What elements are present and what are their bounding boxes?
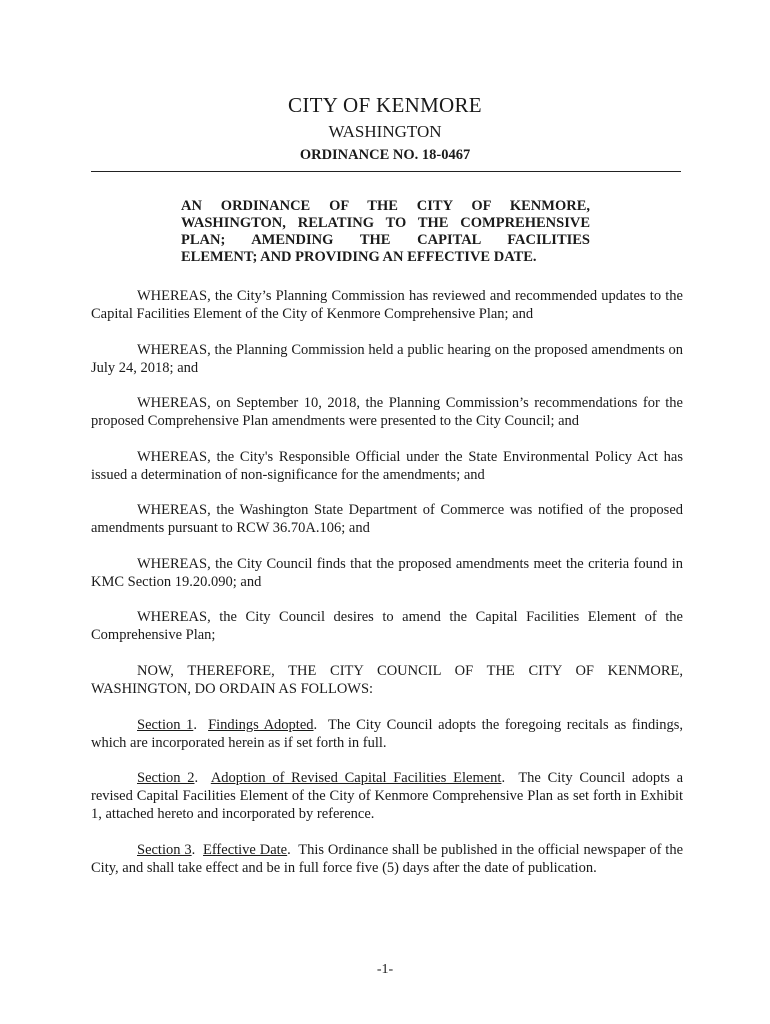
section-3-heading: Effective Date (203, 842, 288, 858)
title-line: AN ORDINANCE OF THE CITY OF KENMORE, (181, 198, 590, 214)
section-1-heading: Findings Adopted (208, 717, 314, 733)
section-3-text: This Ordinance shall be published in the official newspaper of the City, and shall take effect and be in full force five (5) days after the date of publication. (91, 842, 684, 876)
title-line: WASHINGTON, RELATING TO THE COMPREHENSIVE (181, 215, 590, 231)
ordinance-number: ORDINANCE NO. 18-0467 (299, 147, 471, 163)
title-line: ELEMENT; AND PROVIDING AN EFFECTIVE DATE. (181, 249, 537, 265)
header-divider (91, 171, 681, 172)
page-number: -1- (376, 962, 394, 977)
section-2-text: The City Council adopts a revised Capital Facilities Element of the City of Kenmore Comprehensive Plan as set forth in Exhibit 1, attached hereto and incorporated by reference. (91, 770, 684, 822)
whereas-clause-7: WHEREAS, the City Council desires to amend the Capital Facilities Element of the Comprehensive Plan; (91, 609, 683, 643)
section-3: Section 3. Effective Date. This Ordinance shall be published in the official newspaper of the City, and shall take effect and be in full force five (5) days after the date of publication. (91, 842, 684, 876)
section-3-label: Section 3 (137, 842, 192, 858)
whereas-clause-6: WHEREAS, the City Council finds that the proposed amendments meet the criteria found in KMC Section 19.20.090; and (91, 556, 683, 590)
section-1-text: The City Council adopts the foregoing recitals as findings, which are incorporated herein as if set forth in full. (91, 717, 683, 751)
section-2-heading: Adoption of Revised Capital Facilities Element (210, 770, 502, 786)
whereas-clause-2: WHEREAS, the Planning Commission held a public hearing on the proposed amendments on July 24, 2018; and (91, 342, 683, 376)
section-1-label: Section 1 (137, 717, 194, 733)
whereas-clause-1: WHEREAS, the City’s Planning Commission has reviewed and recommended updates to the Capital Facilities Element of the City of Kenmore Comprehensive Plan; and (91, 288, 683, 322)
section-2-label: Section 2 (137, 770, 195, 786)
state-name: WASHINGTON (328, 122, 442, 141)
ordain-clause: NOW, THEREFORE, THE CITY COUNCIL OF THE CITY OF KENMORE, WASHINGTON, DO ORDAIN AS FOLLOWS: (91, 663, 683, 697)
whereas-clause-3: WHEREAS, on September 10, 2018, the Planning Commission’s recommendations for the proposed Comprehensive Plan amendments were presented to the City Council; and (91, 395, 683, 429)
title-line: PLAN; AMENDING THE CAPITAL FACILITIES (181, 232, 590, 248)
whereas-clause-4: WHEREAS, the City's Responsible Official under the State Environmental Policy Act has issued a determination of non-significance for the amendments; and (91, 449, 683, 483)
section-1: Section 1. Findings Adopted. The City Council adopts the foregoing recitals as findings, which are incorporated herein as if set forth in full. (91, 717, 683, 751)
section-2: Section 2. Adoption of Revised Capital Facilities Element. The City Council adopts a revised Capital Facilities Element of the City of Kenmore Comprehensive Plan as set forth in Exhibit 1, attached hereto and incorporated by reference. (91, 770, 684, 822)
city-name: CITY OF KENMORE (288, 93, 482, 117)
ordinance-title (181, 198, 590, 266)
whereas-clause-5: WHEREAS, the Washington State Department of Commerce was notified of the proposed amendments pursuant to RCW 36.70A.106; and (91, 502, 683, 536)
